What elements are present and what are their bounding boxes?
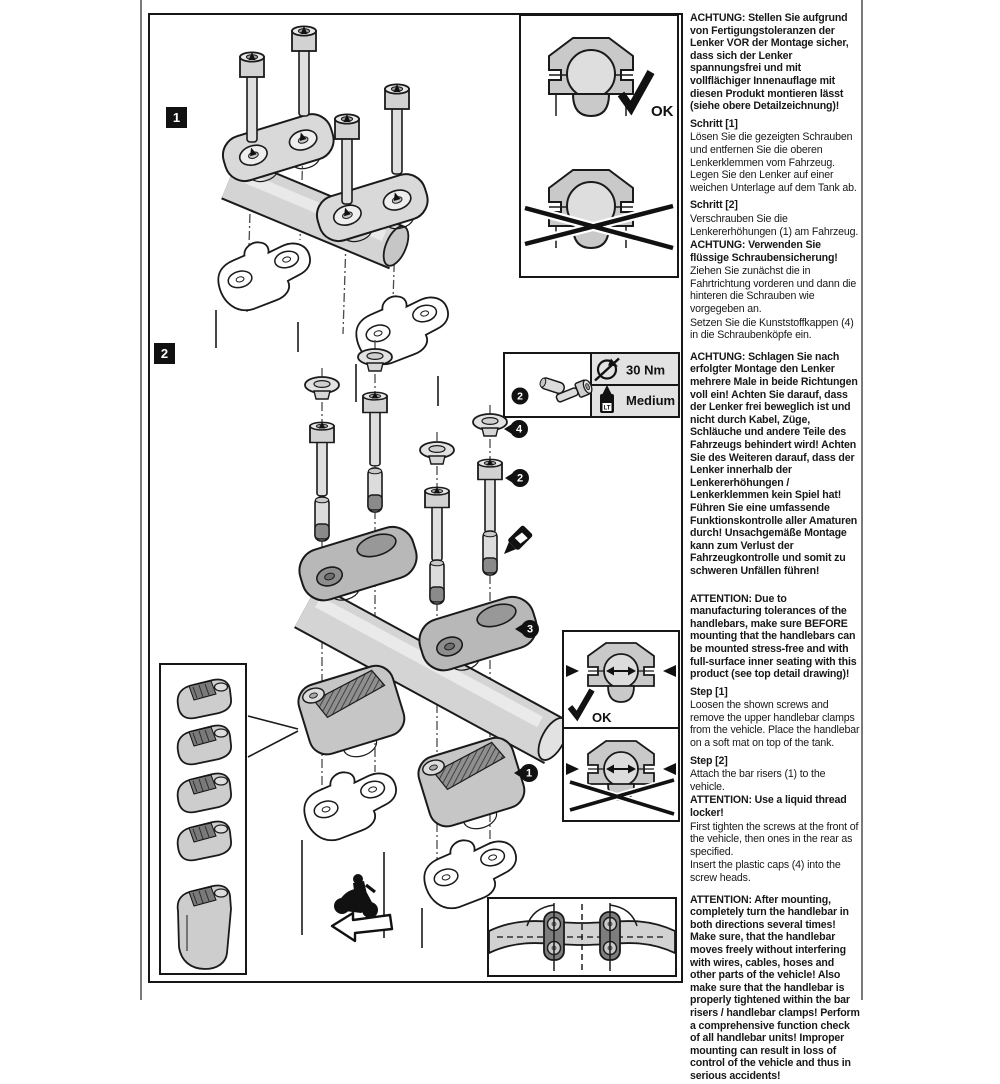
en-step2-body: Attach the bar risers (1) to the vehicle.	[690, 768, 826, 793]
svg-text:4: 4	[515, 423, 523, 436]
part-badge	[512, 388, 529, 405]
riding-direction-motorcycle-icon	[332, 874, 392, 941]
riser-height-variants-inset	[159, 663, 247, 975]
clamp-seating-not-ok	[525, 170, 673, 248]
gap-misaligned-not-ok	[566, 741, 676, 814]
torque-spec-box	[503, 352, 680, 418]
svg-text:1: 1	[525, 767, 533, 780]
de-step1-body: Lösen Sie die gezeigten Schrauben und entfernen Sie die oberen Lenkerklemmen vom Fahrzeug. Legen Sie den Lenker auf einer weichen Unterlage auf dem Tank ab.	[690, 131, 857, 194]
threaded-sleeve	[483, 531, 497, 575]
de-attention-pre: ACHTUNG: Stellen Sie aufgrund von Fertigungstoleranzen der Lenker VOR der Montage sicher, dass sich der Lenker spannungsfrei und mit vollflächiger Innenauflage mit diesen Produkt montieren lässt (siehe obere Detailzeichnung)!	[690, 12, 849, 113]
plastic-cap	[358, 349, 392, 371]
step-1-badge: 1	[166, 107, 187, 128]
riser-variant	[178, 725, 231, 764]
en-attention-pre: ATTENTION: Due to manufacturing tolerances of the handlebars, make sure BEFORE mounting that the handlebars can be mounted stress-free and with full-surface inner seating with this product (see top detail drawing)!	[690, 592, 857, 681]
svg-text:3: 3	[526, 623, 534, 636]
plastic-cap	[473, 414, 507, 436]
en-tighten-body: First tighten the screws at the front of the vehicle, then ones in the rear as specified.	[690, 820, 859, 858]
bar-riser-right	[414, 733, 532, 841]
left-arrow-icon	[566, 763, 579, 775]
threaded-sleeve	[430, 560, 444, 604]
callout-screw	[505, 469, 529, 487]
en-attention-post: ATTENTION: After mounting, completely turn the handlebar in both directions several times! Make sure, that the handlebar moves freely without interfering with wires, cables, hoses and other parts of the vehicle! Also make sure that the handlebar is properly tightened within the bar risers / handlebar clamps! Perform a comprehensive function check of all handlebar units! Improper mounting can result in loss of control of the vehicle and thus in serious accidents!	[690, 893, 860, 1082]
step-2-badge: 2	[154, 343, 175, 364]
sleeve-part-drawing	[539, 377, 566, 395]
riser-variant	[178, 773, 231, 812]
riser-variant	[178, 821, 231, 860]
thread-locker-bottle-icon	[499, 525, 534, 560]
svg-text:2: 2	[516, 472, 524, 485]
riser-box-pointer	[248, 716, 298, 757]
en-caps-body: Insert the plastic caps (4) into the screw heads.	[690, 859, 841, 884]
en-step2-heading: Step [2]	[690, 754, 728, 767]
svg-text:LT: LT	[603, 405, 611, 412]
clamp-gap-alignment-inset	[562, 630, 680, 822]
plastic-cap	[305, 377, 339, 399]
socket-screw	[363, 392, 387, 466]
handlebar-top-view-inset	[487, 897, 677, 977]
ok-label: OK	[592, 710, 612, 725]
gap-aligned-ok	[566, 643, 676, 725]
socket-screw	[292, 26, 316, 116]
en-threadlock-note: ATTENTION: Use a liquid thread locker!	[690, 794, 847, 820]
checkmark-icon	[570, 690, 592, 716]
en-step1-heading: Step [1]	[690, 685, 728, 698]
de-attention-post: ACHTUNG: Schlagen Sie nach erfolgter Montage den Lenker mehrere Male in beide Richtungen voll ein! Achten Sie darauf, dass der Lenker frei beweglich ist und nicht durch Kabel, Züge, Schläuche und andere Teile des Fahrzeugs behindert wird! Achten Sie des Weiteren darauf, dass der Lenker innerhalb der Lenkererhöhungen / Lenkerklemmen kein Spiel hat! Führen Sie eine umfassende Funktionskontrolle aller Amaturen durch! Unsachgemäße Montage kann zum Verlust der Fahrzeugkontrolle und somit zu schweren Unfällen führen!	[690, 350, 858, 577]
torque-value: 30 Nm	[626, 362, 666, 378]
de-threadlock-note: ACHTUNG: Verwenden Sie flüssige Schraubensicherung!	[690, 239, 838, 264]
svg-text:2: 2	[517, 390, 523, 403]
socket-screw	[310, 422, 334, 496]
threaded-sleeve	[315, 497, 329, 541]
plastic-cap	[420, 442, 454, 464]
de-step1-heading: Schritt [1]	[690, 117, 738, 130]
diagram-step2-exploded	[248, 340, 574, 950]
socket-screw	[478, 459, 502, 533]
riser-variant	[178, 679, 231, 718]
riser-clamp-right	[414, 592, 544, 681]
vehicle-clamp-left	[297, 761, 405, 846]
de-tighten-body: Ziehen Sie zunächst die in Fahrtrichtung vorderen und dann die hinteren die Schrauben wie vorgegeben an.	[690, 265, 857, 316]
de-caps-body: Setzen Sie die Kunststoffkappen (4) in die Schraubenköpfe ein.	[690, 316, 854, 342]
diagram-step1-assembly	[211, 26, 457, 406]
clamp-seating-ok	[549, 38, 674, 120]
locker-strength: Medium	[626, 393, 676, 408]
clamp-seating-detail-inset	[519, 14, 679, 278]
en-step1-body: Loosen the shown screws and remove the upper handlebar clamps from the vehicle. Place the handlebar on a soft mat on top of the tank.	[690, 699, 860, 750]
threaded-sleeve	[368, 468, 382, 512]
riser-clamp-left	[294, 522, 424, 611]
de-step2-heading: Schritt [2]	[690, 199, 738, 212]
ok-label: OK	[651, 103, 674, 120]
riser-variant-tall	[178, 885, 231, 969]
left-arrow-icon	[566, 665, 579, 677]
right-arrow-icon	[663, 763, 676, 775]
lower-clamp-left	[211, 231, 319, 316]
socket-screw	[385, 84, 409, 174]
socket-screw	[425, 487, 449, 561]
de-step2-body: Verschrauben Sie die Lenkererhöhungen (1) am Fahrzeug.	[690, 212, 859, 238]
right-arrow-icon	[663, 665, 676, 677]
